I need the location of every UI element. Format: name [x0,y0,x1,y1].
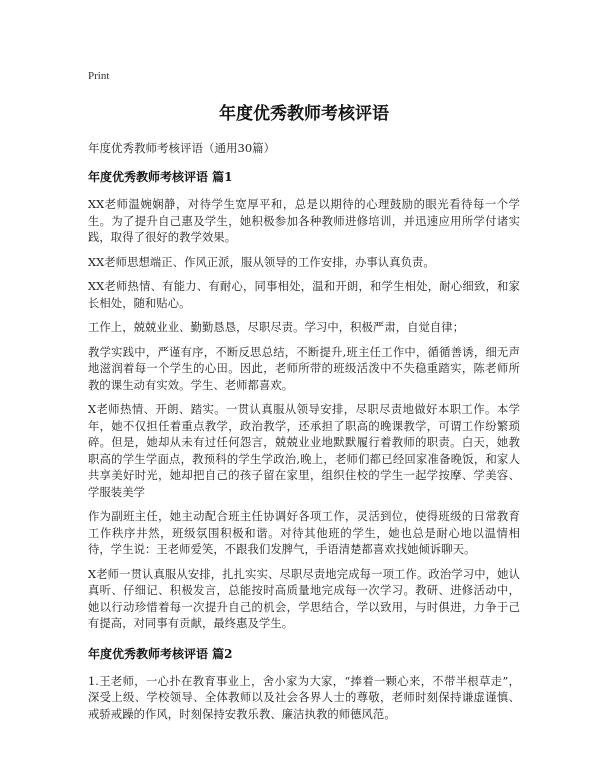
page-title: 年度优秀教师考核评语 [219,104,389,124]
section-2-paragraph-1: 1.王老师，一心扑在教育事业上，舍小家为大家，“捧着一颗心来，不带半根草走”，深受上级、学校领导、全体教师以及社会各界人士的尊敬，老师时刻保持谦虚谨慎、戒骄戒躁的作风，时刻保持安教乐教、廉洁执教的师德风范。 [88,674,520,721]
section-1-paragraph-1: XX老师温婉娴静，对待学生宽厚平和，总是以期待的心理鼓励的眼光看待每一个学生。为了提升自己惠及学生，她积极参加各种教师进修培训，并迅速应用所学付诸实践，取得了很好的教学效果。 [88,198,520,244]
section-heading-1: 年度优秀教师考核评语 篇1 [88,170,233,184]
section-1-paragraph-7: 作为副班主任，她主动配合班主任协调好各项工作，灵活到位，使得班级的日常教育工作秩序井然，班级氛围积极和谐。对待其他班的学生，她也总是耐心地以温情相待，学生说：王老师爱笑，不跟我们发脾气，手语清楚都喜欢找她倾诉聊天。 [88,510,520,556]
section-1-paragraph-6: X老师热情、开朗、踏实。一贯认真服从领导安排，尽职尽责地做好本职工作。本学年，她不仅担任着重点教学，政治教学，还承担了职高的晚课教学，可谓工作纷繁琐碎。但是，她却从未有过任何怨言，兢兢业业地默默履行着教师的职责。白天，她教职高的学生学面点，教预科的学生学政治,晚上，老师们都已经回家准备晚饭，和家人共享美好时光，她却把自己的孩子留在家里，组织住校的学生一起学按摩、学美容、学服装美学 [88,403,520,499]
print-label: Print [88,70,110,82]
document-page [88,68,520,723]
document-subtitle: 年度优秀教师考核评语（通用30篇） [88,141,276,155]
section-1-paragraph-3: XX老师热情、有能力、有耐心，同事相处，温和开朗，和学生相处，耐心细致，和家长相处，随和贴心。 [88,280,520,310]
section-1-paragraph-4: 工作上，兢兢业业、勤勤恳恳，尽职尽责。学习中，积极严肃，自觉自律； [88,321,465,334]
section-1-paragraph-5: 教学实践中，严谨有序，不断反思总结，不断提升,班主任工作中，循循善诱，细无声地滋润着每一个学生的心田。因此，老师所带的班级活泼中不失稳重踏实，陈老师所教的课生动有实效。学生、老师都喜欢。 [88,345,520,392]
section-heading-2: 年度优秀教师考核评语 篇2 [88,646,233,661]
section-1-paragraph-2: XX老师思想端正、作风正派，服从领导的工作安排，办事认真负责。 [88,255,435,269]
section-1-paragraph-8: X老师一贯认真服从安排，扎扎实实、尽职尽责地完成每一项工作。政治学习中，她认真听、仔细记、积极发言，总能按时高质量地完成每一次学习。教研、进修活动中，她以行动珍惜着每一次提升自己的机会，学思结合，学以致用，与时俱进，力争于己有提高，对同事有贡献，最终惠及学生。 [88,567,520,630]
